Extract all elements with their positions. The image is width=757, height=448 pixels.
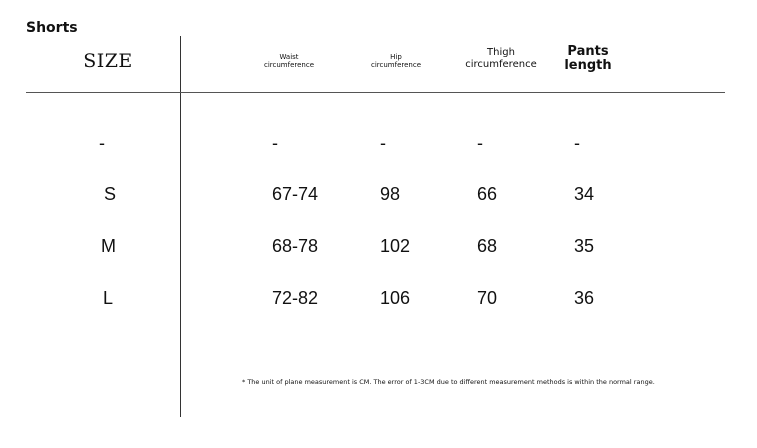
horizontal-divider <box>26 92 725 93</box>
row-size: M <box>101 236 116 256</box>
row-length: 34 <box>574 184 595 204</box>
row-waist: 67-74 <box>272 184 319 204</box>
size-column-header: SIZE <box>83 50 133 72</box>
vertical-divider <box>180 36 181 417</box>
pants-header-line1: Pants <box>567 44 609 59</box>
row-waist: - <box>272 133 278 153</box>
thigh-header-line1: Thigh <box>487 47 515 58</box>
pants-header-line2: length <box>564 57 612 73</box>
row-waist: 68-78 <box>272 236 319 256</box>
hip-header-line2: circumference <box>370 61 421 70</box>
row-thigh: - <box>477 133 483 153</box>
row-size: S <box>104 184 117 204</box>
row-thigh: 68 <box>477 236 498 256</box>
row-hip: 98 <box>380 184 401 204</box>
row-hip: 106 <box>380 288 411 308</box>
thigh-column-header <box>458 47 544 71</box>
thigh-header-line2: circumference <box>465 59 537 70</box>
row-length: - <box>574 133 580 153</box>
hip-header-line1: Hip <box>390 53 402 61</box>
hip-column-header <box>361 53 431 70</box>
row-thigh: 70 <box>477 288 498 308</box>
chart-title: Shorts <box>26 20 78 36</box>
pants-length-column-header <box>560 45 616 72</box>
waist-header-line2: circumference <box>263 61 314 70</box>
row-length: 36 <box>574 288 595 308</box>
waist-header-line1: Waist <box>279 53 299 61</box>
waist-column-header <box>252 53 326 70</box>
row-length: 35 <box>574 236 595 256</box>
measurement-note: * The unit of plane measurement is CM. The error of 1-3CM due to different measurement methods is within the normal range. <box>242 378 655 386</box>
row-size: L <box>103 288 114 308</box>
row-hip: 102 <box>380 236 411 256</box>
row-thigh: 66 <box>477 184 498 204</box>
row-hip: - <box>380 133 386 153</box>
row-size: - <box>99 133 105 153</box>
row-waist: 72-82 <box>272 288 319 308</box>
